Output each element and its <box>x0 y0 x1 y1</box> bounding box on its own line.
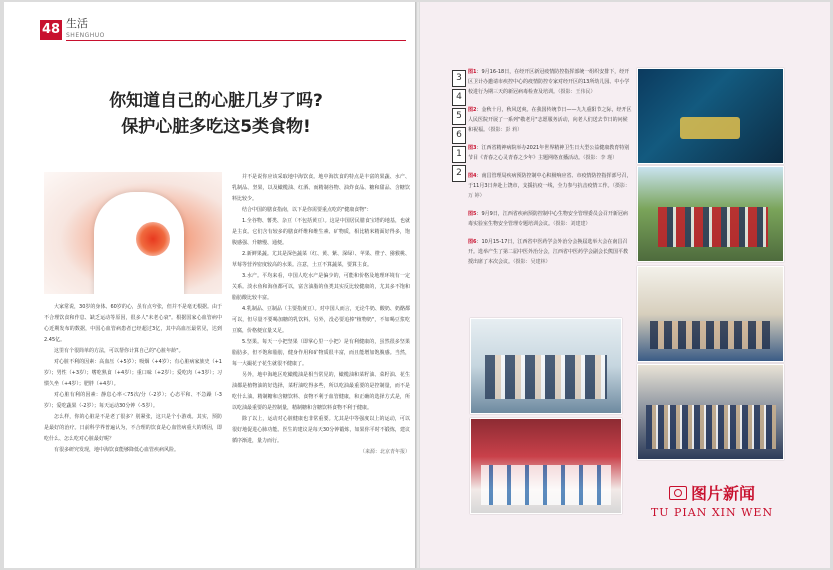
caption-1: 图1：9月16-18日，在经开区新冠疫情防控指挥部统一组织安排下，经开区卫计办邀请市疾控中心的疫情防控专家对经开区的13所幼儿园、中小学校进行为期三天的新冠病毒检查及培训。（摄影：王伟民） <box>468 69 630 95</box>
paragraph: 3.水产。平均来看，中国人吃水产是偏少的，可能和价格及地理环境有一定关系。淡水鱼和海鱼都可以，富含油脂的鱼类其实反比较健康的，尤其多不饱和脂肪酸比较丰富。 <box>232 273 410 301</box>
article-column-1 <box>44 302 222 456</box>
index-box: 5 <box>452 108 466 125</box>
caption-4: 图4：南昌管理局疾病预防控制中心积极响应省、市疫情防控指挥部号召，于11月3日奔赴上饶市，支援抗疫一线，全力参与抗击疫情工作。（摄影：万 婷） <box>468 173 632 199</box>
paragraph: 有很多研究发现，地中海饮食能够降低心血管疾病风险。 <box>54 447 180 453</box>
paragraph: 结合中国的膳食指南，以下是你需要重点吃的"健康食物"： <box>242 207 372 213</box>
heart-pain-photo <box>44 172 222 294</box>
paragraph: 这里有个很简单的方法，可以帮你计算自己的"心脏年龄"。 <box>54 348 184 354</box>
photo-index-boxes <box>452 70 466 184</box>
picture-news-logo <box>650 484 774 519</box>
photo-volunteers-outdoor <box>637 166 784 262</box>
photo-group-conference <box>637 364 784 460</box>
header-rule <box>66 40 406 41</box>
paragraph: 除了以上，运动对心脏健康也非常重要。尤其是中等强度以上的运动，可以很好地促进心肺功能。医生的建议是每天30分钟锻炼，如果你平时不锻炼，建议循序渐进，量力而行。 <box>232 416 410 444</box>
left-page <box>4 2 417 568</box>
section-cn: 生活 <box>66 17 88 30</box>
paragraph: 4.乳制品、豆制品（主要指黄豆）。对中国人而言，无论牛奶、酸奶、奶酪都可以，但尽量不要喝加糖的乳饮料。另外，没必要追捧"植物奶"，不如喝豆浆吃豆腐，价格便宜量又足。 <box>232 306 410 334</box>
index-box: 1 <box>452 146 466 163</box>
caption-5: 图5：9月9日，江西省疾病预防控制中心生物安全管理委员会召开新冠病毒实验室生物安全管理专题培训会议。（摄影：刘建建） <box>468 211 628 227</box>
heart-glow-icon <box>136 222 170 256</box>
camera-icon <box>669 486 687 500</box>
source-signature: （来源：北京青年报） <box>359 449 410 455</box>
index-box: 3 <box>452 70 466 87</box>
paragraph: 2.新鲜果蔬。尤其是深色蔬菜（红、黄、紫、深绿）、苹果、橙子、猕猴桃、草莓等营养密度较高的水果。注意，土豆不算蔬菜，要算主食。 <box>232 251 410 268</box>
section-label <box>66 18 105 42</box>
index-box: 4 <box>452 89 466 106</box>
page-number: 48 <box>40 20 62 40</box>
paragraph: 大家常说，30岁的身体、60岁的心，虽有点夸张，但并不是毫无根据。由于不合理饮食和作息、缺乏运动等原因，很多人"未老心衰"。根据国家心血管病中心近期发布的数据，中国心血管病患者已经超过3亿，其中高血压最常见，达到2.45亿。 <box>44 304 222 343</box>
index-box: 2 <box>452 165 466 182</box>
section-en: SHENGHUO <box>66 32 105 39</box>
caption-3: 图3：江西省精神病院举办2021年世界精神卫生日大型公益健康教育特别节目《青春之心灵青春之少年》主题网络直播活动。（摄影：李 瑾） <box>468 145 630 161</box>
photo-training-session <box>470 318 622 414</box>
caption-6: 图6：10月15-17日，江西省中医药学会外治分会换届选举大会在南昌召开。选举产生了第二届中医外治分会，江西省中医药学会副会长熊国平教授出席了本次会议。（摄影：吴建林） <box>468 239 629 265</box>
index-box: 6 <box>452 127 466 144</box>
logo-cn: 图片新闻 <box>650 484 774 504</box>
paragraph: 对心脏有利的因素：静息心率＜75次/分（-2岁）；心态平和、不急躁（-3岁）；爱吃蔬果（-2岁）；每天运动30分钟（-5岁）。 <box>44 392 222 409</box>
article-title <box>96 88 336 140</box>
paragraph: 对心脏不利的因素：高血压（+5岁）；吸烟（+4岁）；有心脏病家族史（+1岁）；男性（+3岁）；嗜吃熟食（+4岁）；重口味（+2岁）；爱吃肉（+3岁）；习惯久坐（+4岁）；肥胖（+4岁）。 <box>44 359 222 387</box>
paragraph: 并不是说你应该采取地中海饮食。地中海饮食的特点是丰富的果蔬、水产、乳制品、坚果，以及橄榄油、红酒、而精制谷物、油炸食品、糖和甜品、含糖饮料比较少。 <box>232 174 410 202</box>
photo-health-volunteers <box>470 418 622 514</box>
title-line-1: 你知道自己的心脏几岁了吗? <box>109 91 323 111</box>
paragraph: 5.坚果。每天一小把坚果（即掌心里一小把）是有利健康的，虽然很多坚果脂肪多，但不饱和脂肪，健身作用和矿物质很丰富，而且能增加饱腹感。当然，每一大撮花子花生就很不健康了。 <box>232 339 410 367</box>
paragraph: 怎么样，你的心脏是不是老了很多？别紧张，这只是个小游戏。其实，预防是最好的治疗。日前科学界普遍认为，不合理的饮食是心血管病重大的诱因，即吃什么、怎么吃对心脏最好呢？ <box>44 414 222 442</box>
paragraph: 1.全谷物、薯类、杂豆（不包括黄豆）。这是中国居民膳食宝塔的地基，也就是主食。它们含有较多的膳食纤维和维生素、矿物质，相比精米精面好得多，饱腹感强、升糖慢、通便。 <box>232 218 410 246</box>
photo-captions <box>468 67 632 275</box>
logo-en: TU PIAN XIN WEN <box>650 506 774 519</box>
photo-meeting-room <box>637 266 784 362</box>
caption-2: 图2：金秋十月，秋风送爽。在我国传统节日——九九重阳节之际，经开区人民医院开展了一系列"敬老月"志愿服务活动，向老人们送去节日的问候和祝福。（摄影：彭 莉） <box>468 107 632 133</box>
title-line-2: 保护心脏多吃这5类食物! <box>121 117 311 137</box>
paragraph: 另外，地中海地区吃橄榄油是相当常见的，橄榄油和菜籽油、菜籽油、花生油都是植物油的好选择，菜籽油吃得多些，所以吃油最重要的是控制量，而不是吃什么油。精制糖和含糖饮料、食物不利于血管健康，和正确的选择方式是，所以吃油最重要的是控制量，精制糖和含糖饮料食物不利于健康。 <box>232 372 410 411</box>
photo-tv-studio <box>637 68 784 164</box>
article-column-2 <box>232 172 410 458</box>
